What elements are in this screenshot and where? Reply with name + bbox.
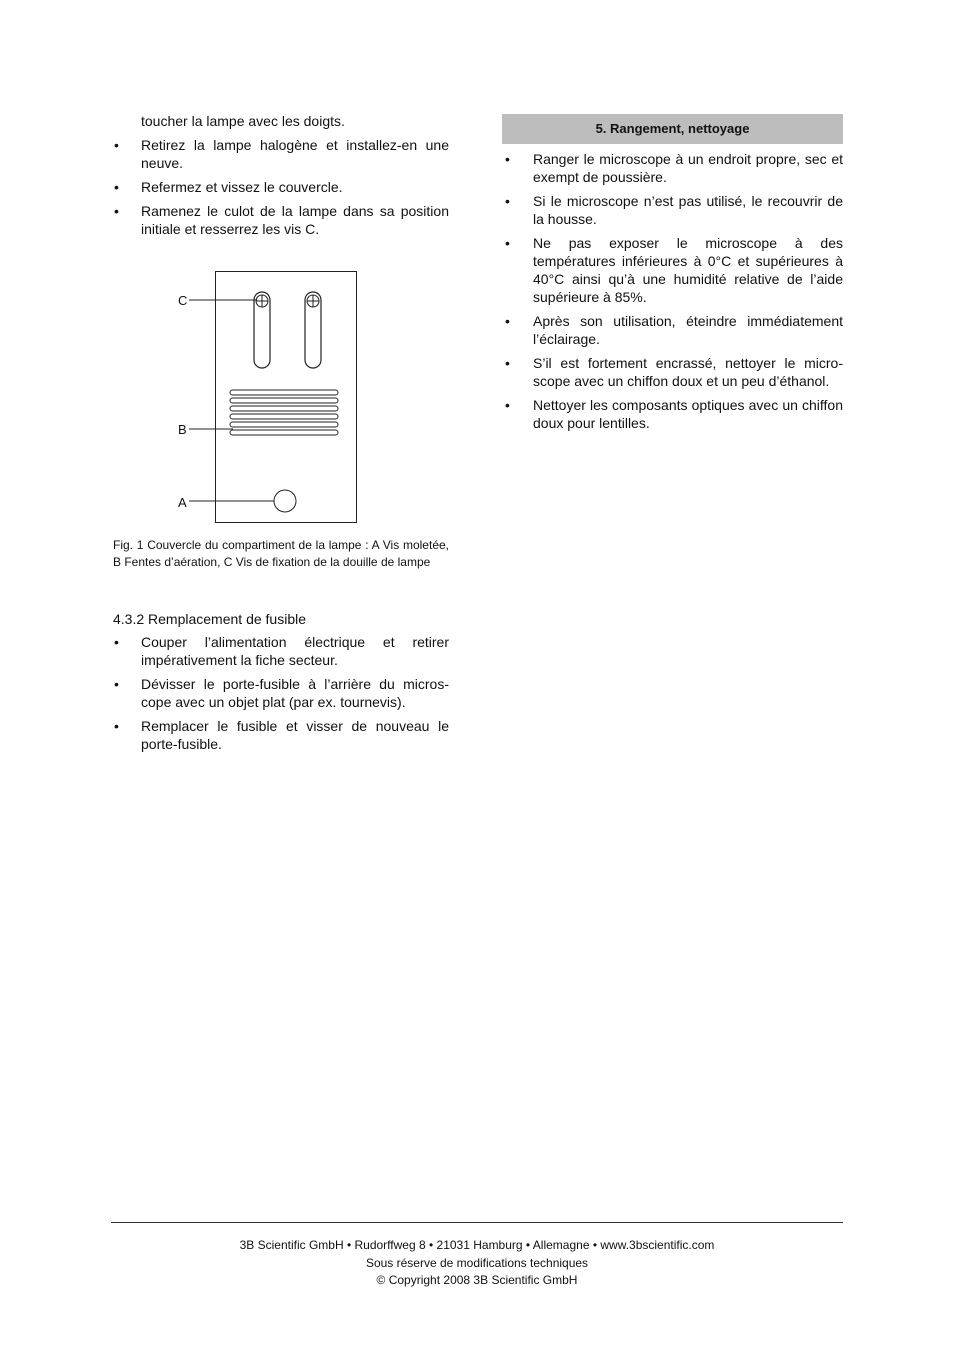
fixing-screw-left [254, 292, 270, 368]
list-item: • S’il est fortement encrassé, nettoyer le micro-scope avec un chiffon doux et un peu d’éthanol. [502, 354, 843, 390]
footer [111, 1236, 843, 1290]
footer-notice: Sous réserve de modifications techniques [365, 1256, 589, 1270]
figure-caption: Fig. 1 Couvercle du compartiment de la lampe : A Vis moletée, B Fentes d’aération, C Vis de fixation de la douille de lampe [113, 538, 449, 569]
lamp-cover-drawing [175, 265, 365, 527]
list-item: • Ne pas exposer le microscope à des températures inférieures à 0°C et supérieures à 40°C ainsi qu’à une humidité relative de l’aide supérieure à 85%. [502, 234, 843, 306]
knurled-screw [274, 490, 296, 512]
list-item: • Couper l’alimentation électrique et retirer impérativement la fiche secteur. [113, 633, 449, 669]
footer-address: 3B Scientific GmbH • Rudorffweg 8 • 21031 Hamburg • Allemagne • www.3bscientific.com [239, 1238, 715, 1252]
label-b: B [178, 422, 187, 437]
lamp-steps-list [113, 136, 449, 238]
list-item: • Retirez la lampe halogène et installez-en une neuve. [113, 136, 449, 172]
label-a: A [178, 495, 187, 510]
continuation-text: toucher la lampe avec les doigts. [141, 113, 345, 129]
list-item: • Remplacer le fusible et visser de nouveau le porte-fusible. [113, 717, 449, 753]
list-item: • Refermez et vissez le couvercle. [113, 178, 449, 196]
fixing-screw-right [305, 292, 321, 368]
list-item: • Ramenez le culot de la lampe dans sa position initiale et resserrez les vis C. [113, 202, 449, 238]
ventilation-slots [230, 390, 338, 435]
right-column [502, 114, 843, 438]
section-heading-storage: 5. Rangement, nettoyage [502, 114, 843, 144]
list-item: • Nettoyer les composants optiques avec un chiffon doux pour lentilles. [502, 396, 843, 432]
storage-list [502, 150, 843, 432]
label-c: C [178, 293, 188, 308]
list-item: • Ranger le microscope à un endroit propre, sec et exempt de poussière. [502, 150, 843, 186]
fuse-steps-list [113, 633, 449, 753]
footer-divider [111, 1222, 843, 1223]
list-item: • Après son utilisation, éteindre immédiatement l’éclairage. [502, 312, 843, 348]
left-column [113, 112, 449, 244]
fuse-steps [113, 633, 449, 759]
section-heading-fuse: 4.3.2 Remplacement de fusible [113, 611, 306, 627]
list-item: • Dévisser le porte-fusible à l’arrière du micros-cope avec un objet plat (par ex. tournevis). [113, 675, 449, 711]
lamp-cover-figure [175, 265, 365, 527]
list-item: • Si le microscope n’est pas utilisé, le recouvrir de la housse. [502, 192, 843, 228]
footer-copyright: © Copyright 2008 3B Scientific GmbH [376, 1273, 578, 1287]
cover-plate [216, 272, 357, 523]
